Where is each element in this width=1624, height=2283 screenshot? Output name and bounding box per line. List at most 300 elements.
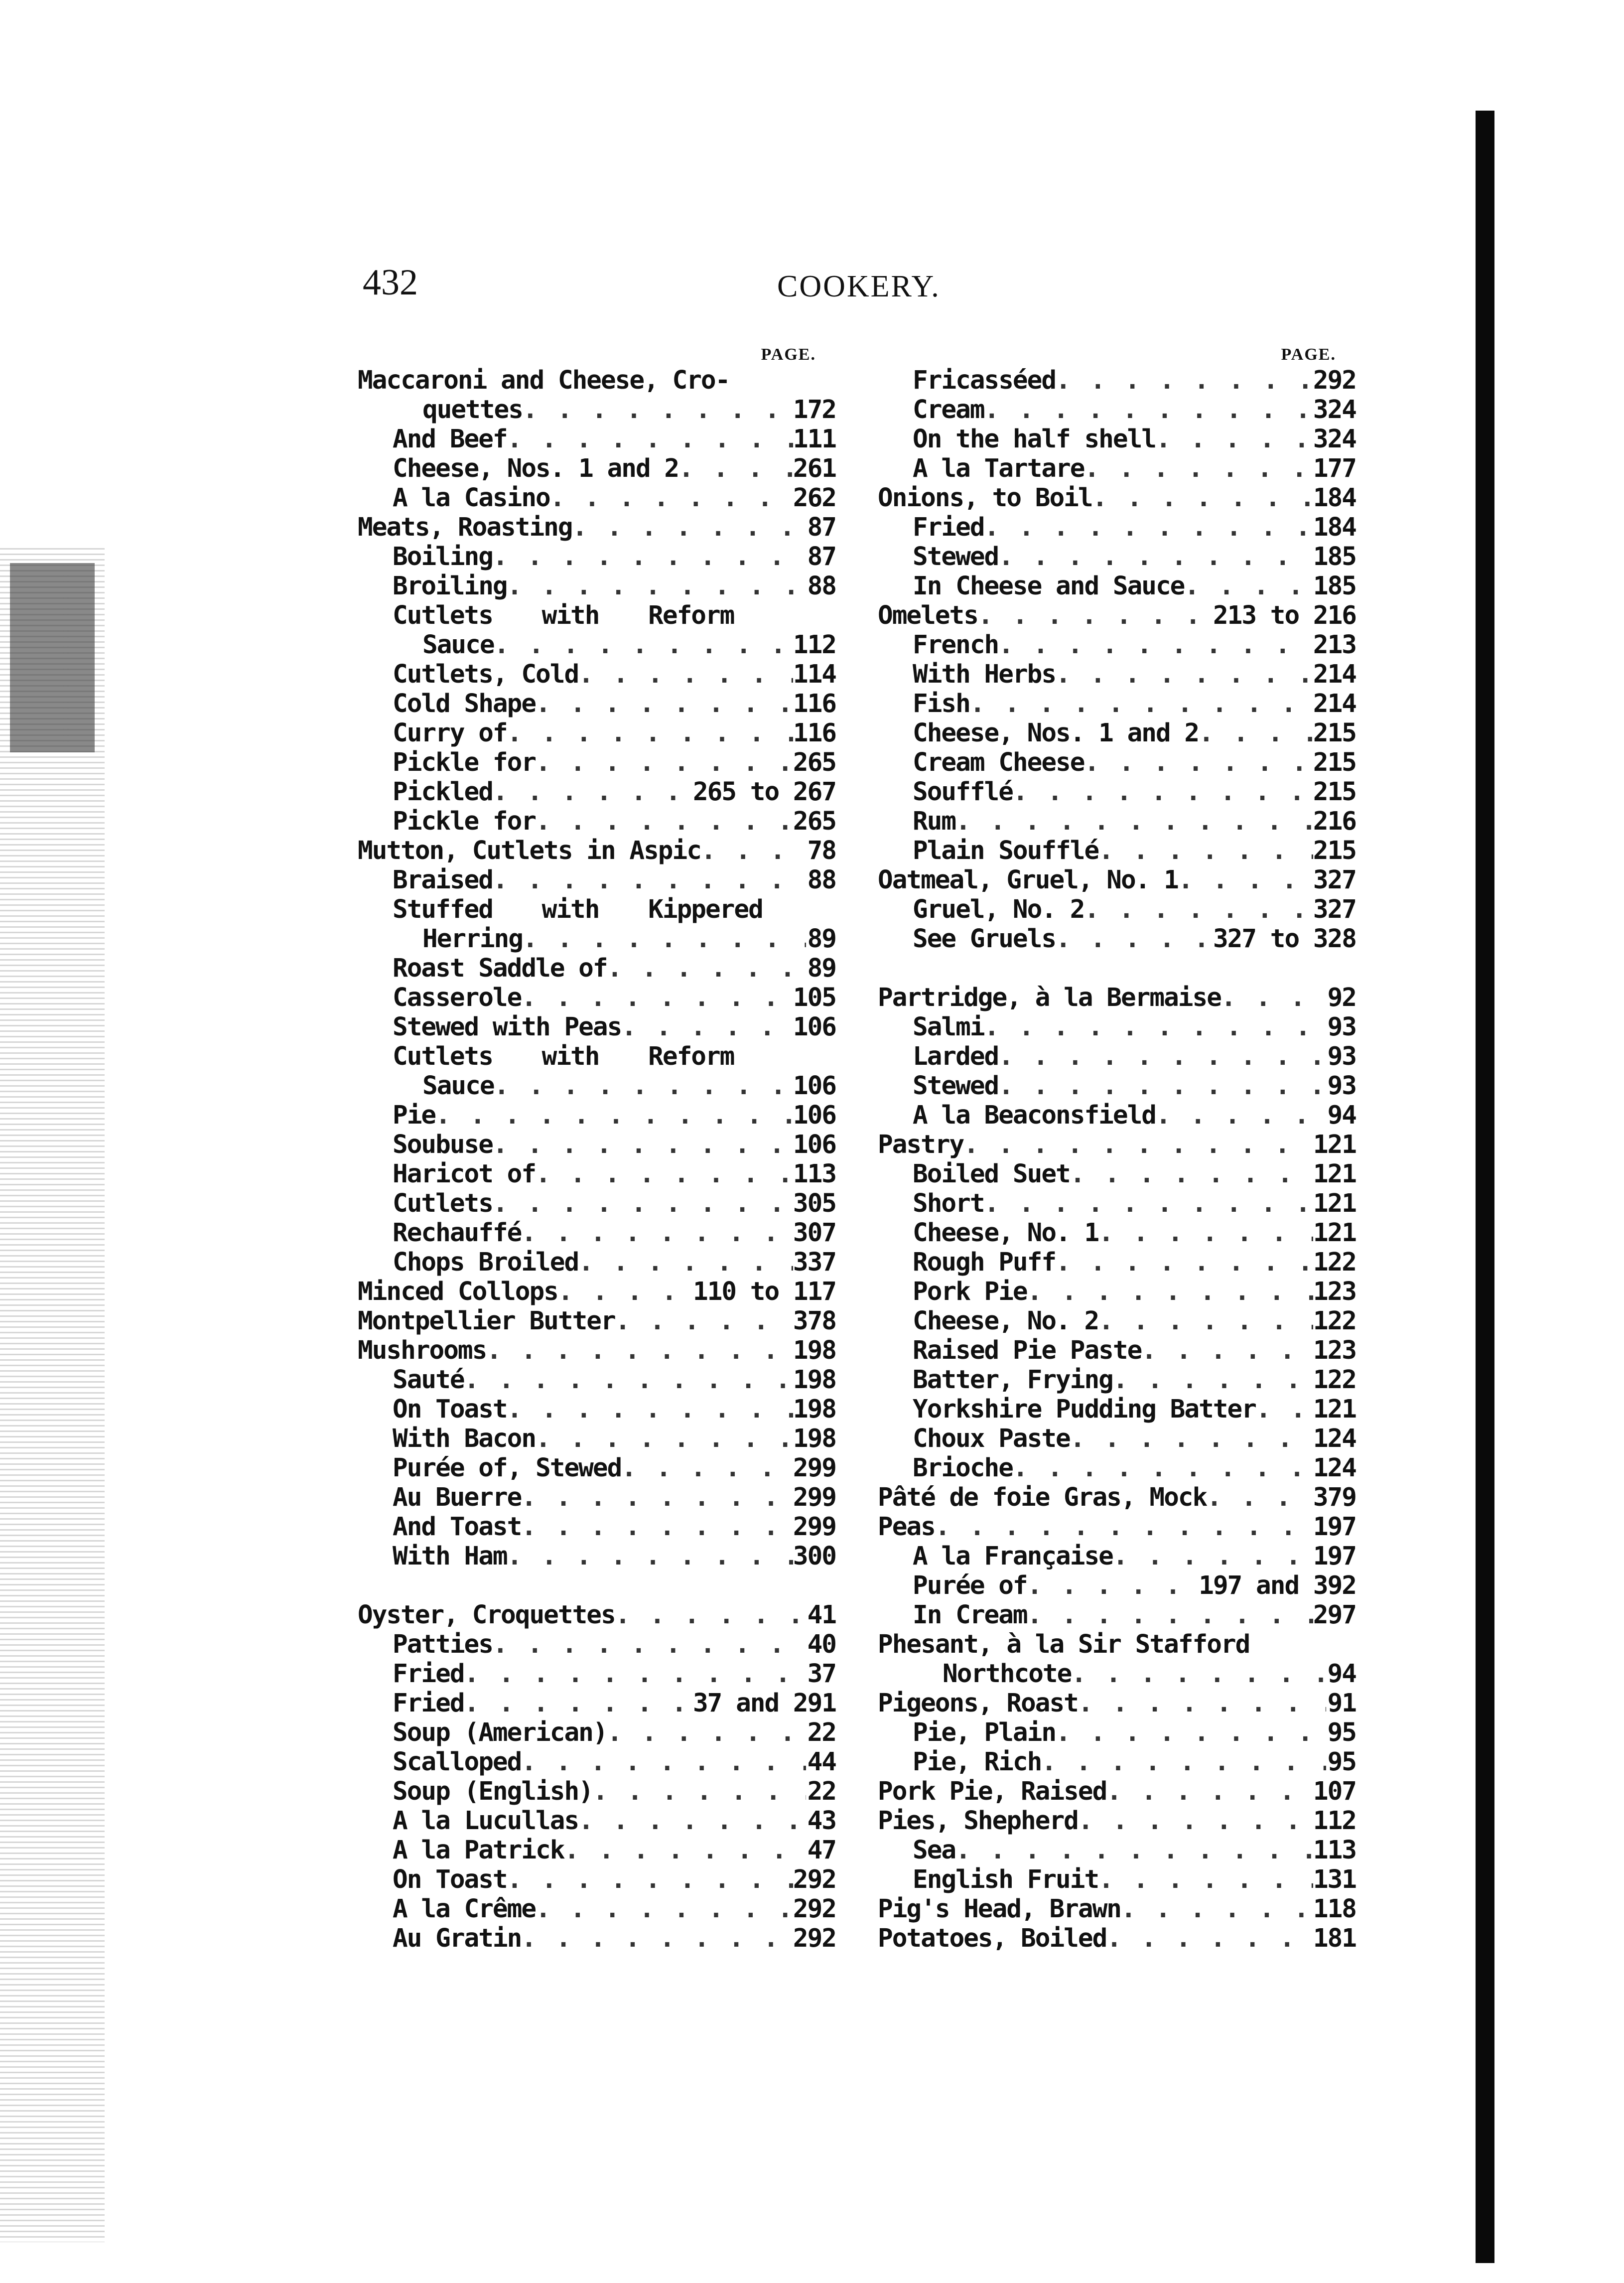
index-entry [358,807,836,836]
dot-leader [1027,1571,1199,1600]
dot-leader [493,542,806,571]
index-entry [358,865,836,895]
dot-leader [1141,1336,1313,1365]
index-entry [878,1512,1356,1542]
dot-leader [1084,748,1313,777]
dot-leader [493,1189,793,1218]
index-entry [878,1571,1356,1600]
index-entry-label: Pie [393,1101,436,1130]
dot-leader [621,1453,793,1483]
index-entry-label: Sauce [422,630,494,660]
index-entry [358,1336,836,1365]
index-entry-page: 94 [1327,1659,1356,1689]
index-entry-label: English Fruit [913,1865,1099,1894]
index-entry-label: And Toast [393,1512,522,1542]
index-entry-label: Cheese, No. 1 [913,1218,1099,1248]
index-entry [878,630,1356,660]
index-entry [358,1306,836,1336]
dot-leader [536,1424,793,1453]
index-entry [358,836,836,865]
index-entry-page: 215 [1313,748,1356,777]
index-entry-label: Fried [913,513,984,542]
index-entry-label: Sauté [393,1365,464,1395]
dot-leader [494,630,793,660]
index-entry [878,1689,1356,1718]
dot-leader [998,630,1313,660]
dot-leader [1121,1894,1313,1924]
dot-leader [1098,1218,1313,1248]
dot-leader [607,954,806,983]
index-entry [878,454,1356,483]
index-entry-label: Haricot of [393,1159,536,1189]
index-entry [358,1718,836,1747]
index-entry-label: A la Beaconsfield [913,1101,1156,1130]
dot-leader [1078,1689,1326,1718]
index-entry-label: Choux Paste [913,1424,1070,1453]
index-entry-label: Raised Pie Paste [913,1336,1142,1365]
index-entry-label: Stewed with Peas [393,1012,622,1042]
index-entry-page: 292 [793,1894,836,1924]
index-entry-label: Sauce [422,1071,494,1101]
index-entry-page: 123 [1313,1336,1356,1365]
dot-leader [1178,865,1313,895]
dot-leader [1071,1659,1326,1689]
scan-edge-shadow [10,563,95,752]
index-entry-label: Boiling [393,542,493,571]
index-entry-label: Larded [913,1042,999,1071]
dot-leader [998,1042,1326,1071]
index-entry [358,718,836,748]
scan-edge-noise [0,548,105,2242]
index-entry [358,689,836,718]
index-entry [358,1865,836,1894]
index-entry-page: 112 [1313,1806,1356,1836]
index-entry-page: 181 [1313,1924,1356,1953]
index-entry-page: 87 [807,513,836,542]
index-entry-label: Mushrooms [358,1336,487,1365]
section-gap [358,1571,836,1600]
index-entry [358,924,836,954]
index-entry-page: 299 [793,1512,836,1542]
index-entry-page: 299 [793,1483,836,1512]
index-entry-label: In Cheese and Sauce [913,571,1185,601]
dot-leader [1156,425,1313,454]
index-entry [358,1071,836,1101]
index-entry-label: Potatoes, Boiled [878,1924,1107,1953]
index-entry [878,1277,1356,1306]
dot-leader [1013,777,1313,807]
index-entry-page: 122 [1313,1248,1356,1277]
dot-leader [464,1689,693,1718]
index-entry [358,1042,836,1071]
index-entry-label: Fish [913,689,970,718]
index-entry-page: 113 [793,1159,836,1189]
index-entry-page: 94 [1327,1101,1356,1130]
index-entry-page: 292 [793,1924,836,1953]
index-entry-page: 379 [1313,1483,1356,1512]
index-entry-label: Purée of, Stewed [393,1453,622,1483]
index-entry-page: 106 [793,1071,836,1101]
dot-leader [507,425,793,454]
index-entry-page: 185 [1313,542,1356,571]
index-entry [358,1630,836,1659]
dot-leader [1156,1101,1326,1130]
index-entry-page: 123 [1313,1277,1356,1306]
index-entry-label: Casserole [393,983,522,1012]
index-entry [358,1012,836,1042]
index-entry [358,454,836,483]
index-entry-label: On Toast [393,1865,507,1894]
page-column-label: PAGE. [1281,345,1336,364]
index-entry-label: A la Casino [393,483,550,513]
index-entry-page: 88 [807,865,836,895]
dot-leader [1098,836,1313,865]
index-entry [358,1483,836,1512]
dot-leader [593,1777,806,1806]
dot-leader [507,1865,793,1894]
index-entry [358,777,836,807]
index-entry-label: Onions, to Boil [878,483,1092,513]
index-entry-label: Salmi [913,1012,984,1042]
index-entry-label: On Toast [393,1395,507,1424]
index-entry-page: 197 and 392 [1199,1571,1356,1600]
index-entry-label: Braised [393,865,493,895]
index-entry-page: 213 to 216 [1213,601,1356,630]
index-entry [358,1512,836,1542]
index-entry-list [878,366,1356,1953]
index-entry [878,542,1356,571]
index-entry-label: Gruel, No. 2 [913,895,1084,924]
index-entry-label: Stuffed with Kippered [393,895,763,924]
dot-leader [1056,1248,1313,1277]
index-entry-label: Rechauffé [393,1218,522,1248]
index-entry-label: Au Buerre [393,1483,522,1512]
dot-leader [1098,1306,1313,1336]
index-entry [878,571,1356,601]
index-entry-page: 88 [807,571,836,601]
index-entry-page: 121 [1313,1395,1356,1424]
index-entry-label: Pie, Rich [913,1747,1042,1777]
index-entry-page: 214 [1313,660,1356,689]
index-entry [358,601,836,630]
index-entry [358,1130,836,1159]
index-column-right [878,344,1356,1953]
page-column-label: PAGE. [761,345,816,364]
index-entry-label: With Ham [393,1542,507,1571]
index-entry-label: A la Lucullas [393,1806,579,1836]
index-entry-page: 95 [1327,1747,1356,1777]
index-entry-label: Boiled Suet [913,1159,1070,1189]
running-head-title: COOKERY. [777,270,941,303]
index-entry-label: Stewed [913,1071,999,1101]
dot-leader [978,601,1213,630]
index-entry-label: Broiling [393,571,507,601]
index-entry [358,1365,836,1395]
index-entry-page: 215 [1313,718,1356,748]
index-entry-label: Minced Collops [358,1277,558,1306]
index-entry-page: 184 [1313,513,1356,542]
dot-leader [1070,1424,1313,1453]
index-entry [358,954,836,983]
index-entry [358,1248,836,1277]
index-entry-page: 292 [793,1865,836,1894]
index-entry-label: Pork Pie [913,1277,1027,1306]
dot-leader [578,1248,793,1277]
index-entry-label: Soup (English) [393,1777,593,1806]
index-entry-label: A la Française [913,1542,1113,1571]
dot-leader [572,513,806,542]
index-entry-page: 89 [807,924,836,954]
dot-leader [998,542,1313,571]
index-column-left [358,344,836,1953]
index-entry-page: 95 [1327,1718,1356,1747]
index-entry-page: 327 to 328 [1213,924,1356,954]
dot-leader [1041,1747,1326,1777]
index-entry-page: 324 [1313,395,1356,425]
dot-leader [1056,660,1313,689]
index-entry-page: 22 [807,1718,836,1747]
index-entry-page: 124 [1313,1453,1356,1483]
index-entry-label: Maccaroni and Cheese, Cro- [358,366,730,395]
index-entry [358,366,836,395]
index-entry [878,1159,1356,1189]
dot-leader [1098,1865,1313,1894]
index-entry-page: 184 [1313,483,1356,513]
index-entry-label: Pickle for [393,807,536,836]
index-entry-label: With Bacon [393,1424,536,1453]
dot-leader [578,660,793,689]
index-entry-page: 44 [807,1747,836,1777]
dot-leader [523,395,793,425]
index-entry-label: Sea [913,1836,956,1865]
index-entry [358,895,836,924]
index-entry-label: Au Gratin [393,1924,522,1953]
index-entry [358,1453,836,1483]
index-entry [358,630,836,660]
index-entry [878,1101,1356,1130]
index-entry [358,1836,836,1865]
dot-leader [1013,1453,1313,1483]
index-entry [878,483,1356,513]
dot-leader [558,1277,693,1306]
dot-leader [984,395,1313,425]
dot-leader [521,1483,793,1512]
index-entry-page: 297 [1313,1600,1356,1630]
dot-leader [701,836,806,865]
index-entry-page: 121 [1313,1189,1356,1218]
index-entry-page: 92 [1327,983,1356,1012]
index-entry-page: 197 [1313,1512,1356,1542]
index-entry-label: Fried [393,1689,464,1718]
index-entry-page: 121 [1313,1218,1356,1248]
index-entry-page: 213 [1313,630,1356,660]
index-entry-page: 305 [793,1189,836,1218]
index-entry-label: Soufflé [913,777,1013,807]
index-entry [878,1336,1356,1365]
index-entry-page: 106 [793,1130,836,1159]
dot-leader [615,1306,793,1336]
index-entry-page: 89 [807,954,836,983]
dot-leader [486,1336,793,1365]
index-entry [878,777,1356,807]
dot-leader [621,1012,793,1042]
index-entry [878,601,1356,630]
dot-leader [1256,1395,1313,1424]
dot-leader [550,483,793,513]
dot-leader [998,1071,1326,1101]
index-entry-page: 91 [1327,1689,1356,1718]
index-entry-label: Brioche [913,1453,1013,1483]
index-entry-label: French [913,630,999,660]
dot-leader [1207,1483,1313,1512]
index-entry-label: Fricasséed [913,366,1056,395]
index-entry-page: 172 [793,395,836,425]
index-entry-page: 37 and 291 [692,1689,836,1718]
index-entry-page: 105 [793,983,836,1012]
index-entry-label: quettes [422,395,523,425]
dot-leader [1113,1542,1313,1571]
index-entry [878,1042,1356,1071]
index-entry-page: 22 [807,1777,836,1806]
index-entry [878,1659,1356,1689]
index-entry [878,1718,1356,1747]
index-entry-label: Pastry [878,1130,964,1159]
dot-leader [963,1130,1313,1159]
index-entry [878,513,1356,542]
dot-leader [493,777,693,807]
index-entry-page: 93 [1327,1042,1356,1071]
index-entry-label: Patties [393,1630,493,1659]
index-entry-page: 324 [1313,425,1356,454]
index-entry [878,1865,1356,1894]
index-entry-page: 197 [1313,1542,1356,1571]
index-entry-label: A la Tartare [913,454,1084,483]
dot-leader [935,1512,1313,1542]
index-entry [878,1306,1356,1336]
index-entry-page: 265 [793,748,836,777]
index-entry-label: Chops Broiled [393,1248,579,1277]
page-number: 432 [363,262,418,303]
dot-leader [521,1512,793,1542]
index-entry [878,983,1356,1012]
index-entry-page: 47 [807,1836,836,1865]
index-entry [878,895,1356,924]
index-entry-label: Cheese, Nos. 1 and 2 [913,718,1199,748]
index-entry [878,1747,1356,1777]
index-entry [358,1659,836,1689]
index-entry-page: 37 [807,1659,836,1689]
dot-leader [1106,1924,1313,1953]
dot-leader [607,1718,806,1747]
index-entry [358,1218,836,1248]
dot-leader [464,1659,806,1689]
index-entry-label: With Herbs [913,660,1056,689]
dot-leader [1113,1365,1313,1395]
index-entry-label: Purée of [913,1571,1027,1600]
index-entry [878,865,1356,895]
index-entry-page: 93 [1327,1012,1356,1042]
index-entry-label: Herring [422,924,523,954]
index-entry [358,1806,836,1836]
index-entry-label: Pies, Shepherd [878,1806,1078,1836]
index-entry [358,1747,836,1777]
index-entry [878,366,1356,395]
dot-leader [507,1542,793,1571]
index-entry-page: 198 [793,1365,836,1395]
dot-leader [1106,1777,1313,1806]
index-entry [358,571,836,601]
index-entry-label: Rough Puff [913,1248,1056,1277]
dot-leader [536,689,793,718]
dot-leader [536,807,793,836]
index-entry [878,689,1356,718]
index-entry-label: Soubuse [393,1130,493,1159]
index-entry [878,1365,1356,1395]
index-entry [878,1630,1356,1659]
dot-leader [955,1836,1313,1865]
index-entry-label: Curry of [393,718,507,748]
index-entry-label: Scalloped [393,1747,522,1777]
index-entry-page: 299 [793,1453,836,1483]
dot-leader [1199,718,1313,748]
index-entry-page: 327 [1313,865,1356,895]
index-entry [358,1189,836,1218]
index-entry-label: Cutlets with Reform [393,601,734,630]
index-entry [358,1542,836,1571]
index-entry-page: 40 [807,1630,836,1659]
index-entry-label: Phesant, à la Sir Stafford [878,1630,1250,1659]
index-entry-page: 307 [793,1218,836,1248]
index-entry [358,425,836,454]
dot-leader [523,924,806,954]
dot-leader [507,1395,793,1424]
index-entry [878,1777,1356,1806]
index-entry-page: 198 [793,1336,836,1365]
index-entry-label: Stewed [913,542,999,571]
index-entry [358,1894,836,1924]
dot-leader [1056,1718,1326,1747]
index-entry [358,483,836,513]
index-entry-label: And Beef [393,425,507,454]
index-entry-page: 111 [793,425,836,454]
index-entry-label: Mutton, Cutlets in Aspic [358,836,701,865]
index-entry-label: Montpellier Butter [358,1306,615,1336]
index-entry [358,395,836,425]
index-entry-page: 41 [807,1600,836,1630]
index-entry-page: 107 [1313,1777,1356,1806]
index-entry-label: Pig's Head, Brawn [878,1894,1121,1924]
index-entry [878,1189,1356,1218]
index-entry-page: 121 [1313,1130,1356,1159]
index-entry [358,660,836,689]
index-entry-page: 43 [807,1806,836,1836]
index-entry [878,748,1356,777]
index-entry-page: 198 [793,1424,836,1453]
index-entry-page: 112 [793,630,836,660]
index-entry-label: Rum [913,807,956,836]
index-entry [878,1071,1356,1101]
index-entry-page: 261 [793,454,836,483]
index-entry [878,1218,1356,1248]
index-entry-page: 177 [1313,454,1356,483]
index-entry [878,1012,1356,1042]
index-entry-label: Meats, Roasting [358,513,572,542]
index-entry-page: 122 [1313,1306,1356,1336]
index-entry [878,1424,1356,1453]
index-entry [358,1424,836,1453]
index-entry [878,807,1356,836]
index-entry [358,1600,836,1630]
